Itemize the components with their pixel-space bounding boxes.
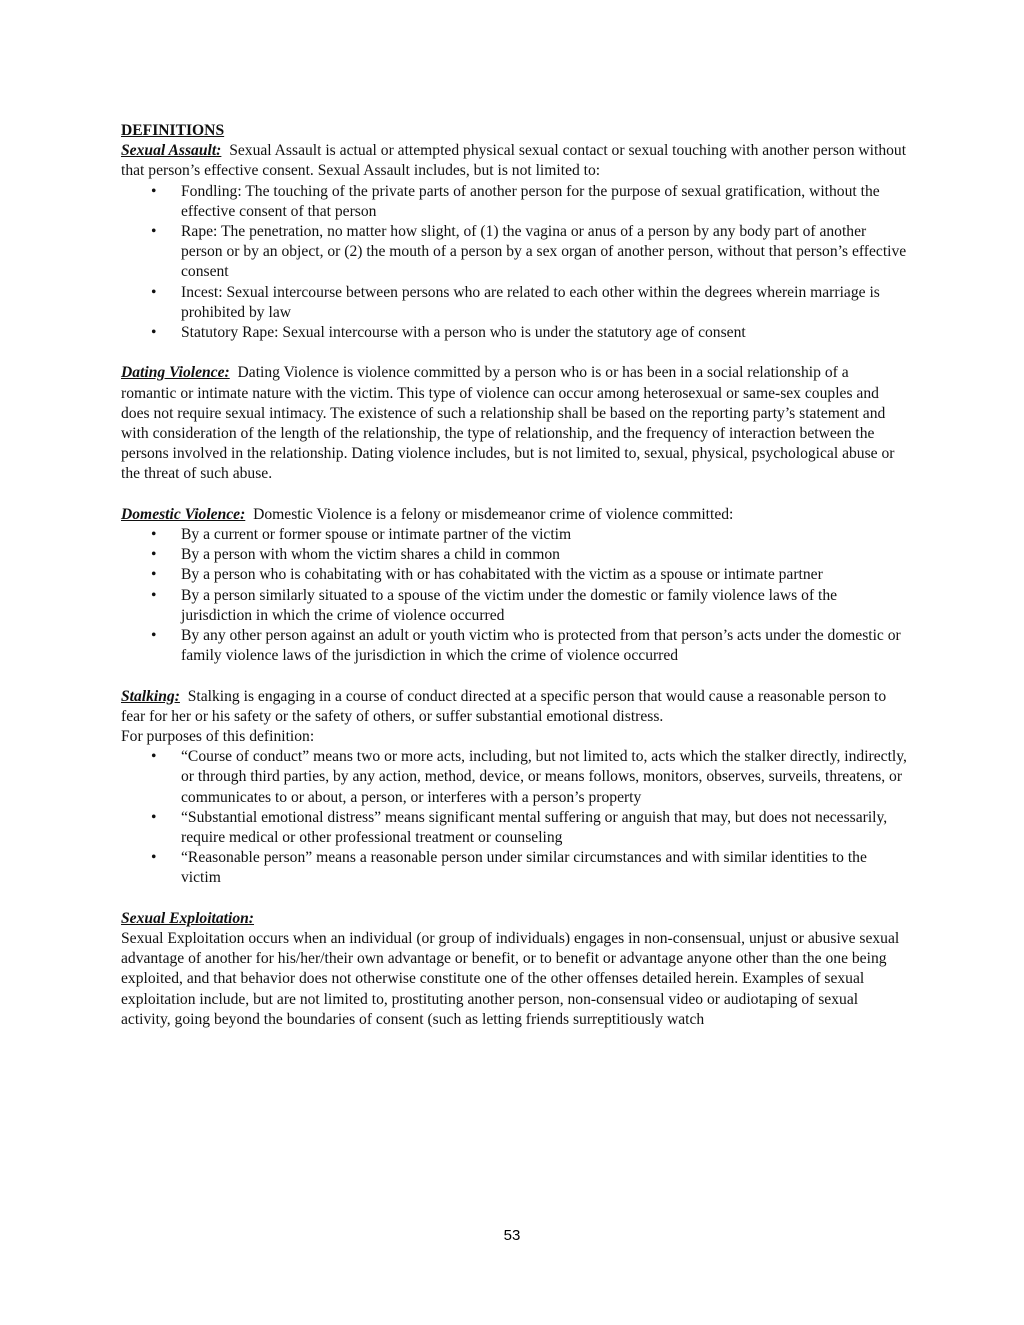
list-item: • By any other person against an adult or youth victim who is protected from that person’s acts under the domestic or family violence laws of the jurisdiction in which the crime of violence occurred: [181, 626, 907, 666]
list-item: • By a person who is cohabitating with or has cohabitated with the victim as a spouse or intimate partner: [181, 565, 907, 585]
list-item: • Rape: The penetration, no matter how slight, of (1) the vagina or anus of a person by any body part of another person or by an object, or (2) the mouth of a person by a sex organ of another person, without that person’s effective consent: [181, 222, 907, 283]
list-item: • By a person with whom the victim shares a child in common: [181, 545, 907, 565]
stalking-text: Stalking is engaging in a course of conduct directed at a specific person that would cause a reasonable person to fear for her or his safety or the safety of others, or suffer substantial emotional distress.: [121, 687, 887, 725]
list-item: • By a person similarly situated to a spouse of the victim under the domestic or family violence laws of the jurisdiction in which the crime of violence occurred: [181, 586, 907, 626]
sexual-assault-text: Sexual Assault is actual or attempted physical sexual contact or sexual touching with another person without that person’s effective consent. Sexual Assault includes, but is not limited to:: [121, 142, 907, 180]
page-body: [121, 121, 907, 1030]
list-item: • Incest: Sexual intercourse between persons who are related to each other within the degrees wherein marriage is prohibited by law: [181, 283, 907, 323]
stalking-term: Stalking:: [121, 687, 180, 705]
sexual-assault-term: Sexual Assault:: [121, 142, 222, 160]
dating-violence-term: Dating Violence:: [121, 364, 230, 382]
domestic-violence-term: Domestic Violence:: [121, 505, 246, 523]
stalking-list: [121, 747, 907, 888]
list-item: • Statutory Rape: Sexual intercourse with a person who is under the statutory age of consent: [181, 323, 907, 343]
sexual-exploitation-term: Sexual Exploitation:: [121, 909, 255, 927]
list-item: • “Substantial emotional distress” means significant mental suffering or anguish that may, but does not necessarily, require medical or other professional treatment or counseling: [181, 808, 907, 848]
list-item: • “Course of conduct” means two or more acts, including, but not limited to, acts which the stalker directly, indirectly, or through third parties, by any action, method, device, or means follows, monitors, observes, surveils, threatens, or communicates to or about, a person, or interferes with a person’s property: [181, 747, 907, 808]
list-item: • Fondling: The touching of the private parts of another person for the purpose of sexual gratification, without the effective consent of that person: [181, 182, 907, 222]
sexual-assault-list: [121, 182, 907, 344]
sexual-assault-paragraph: [121, 141, 907, 181]
stalking-paragraph: [121, 687, 907, 727]
domestic-violence-list: [121, 525, 907, 666]
stalking-purposes: For purposes of this definition:: [121, 728, 315, 746]
definitions-heading: DEFINITIONS: [121, 122, 225, 139]
list-item: • By a current or former spouse or intimate partner of the victim: [181, 525, 907, 545]
dating-violence-text: Dating Violence is violence committed by a person who is or has been in a social relationship of a romantic or intimate nature with the victim. This type of violence can occur among heterosexual or same-sex couples and does not require sexual intimacy. The existence of such a relationship shall be based on the reporting party’s statement and with consideration of the length of the relationship, the type of relationship, and the frequency of interaction between the persons involved in the relationship. Dating violence includes, but is not limited to, sexual, physical, psychological abuse or the threat of such abuse.: [121, 364, 895, 483]
sexual-exploitation-text: Sexual Exploitation occurs when an individual (or group of individuals) engages in non-consensual, unjust or abusive sexual advantage of another for his/her/their own advantage or benefit, or to benefit or advantage anyone other than the one being exploited, and that behavior does not otherwise constitute one of the other offenses detailed herein. Examples of sexual exploitation include, but are not limited to, prostituting another person, non-consensual video or audiotaping of sexual activity, going beyond the boundaries of consent (such as letting friends surreptitiously watch: [121, 930, 900, 1028]
domestic-violence-paragraph: [121, 505, 907, 525]
domestic-violence-text: Domestic Violence is a felony or misdemeanor crime of violence committed:: [253, 505, 734, 523]
dating-violence-paragraph: [121, 363, 907, 484]
page-number: 53: [503, 1227, 521, 1244]
list-item: • “Reasonable person” means a reasonable person under similar circumstances and with similar identities to the victim: [181, 848, 907, 888]
